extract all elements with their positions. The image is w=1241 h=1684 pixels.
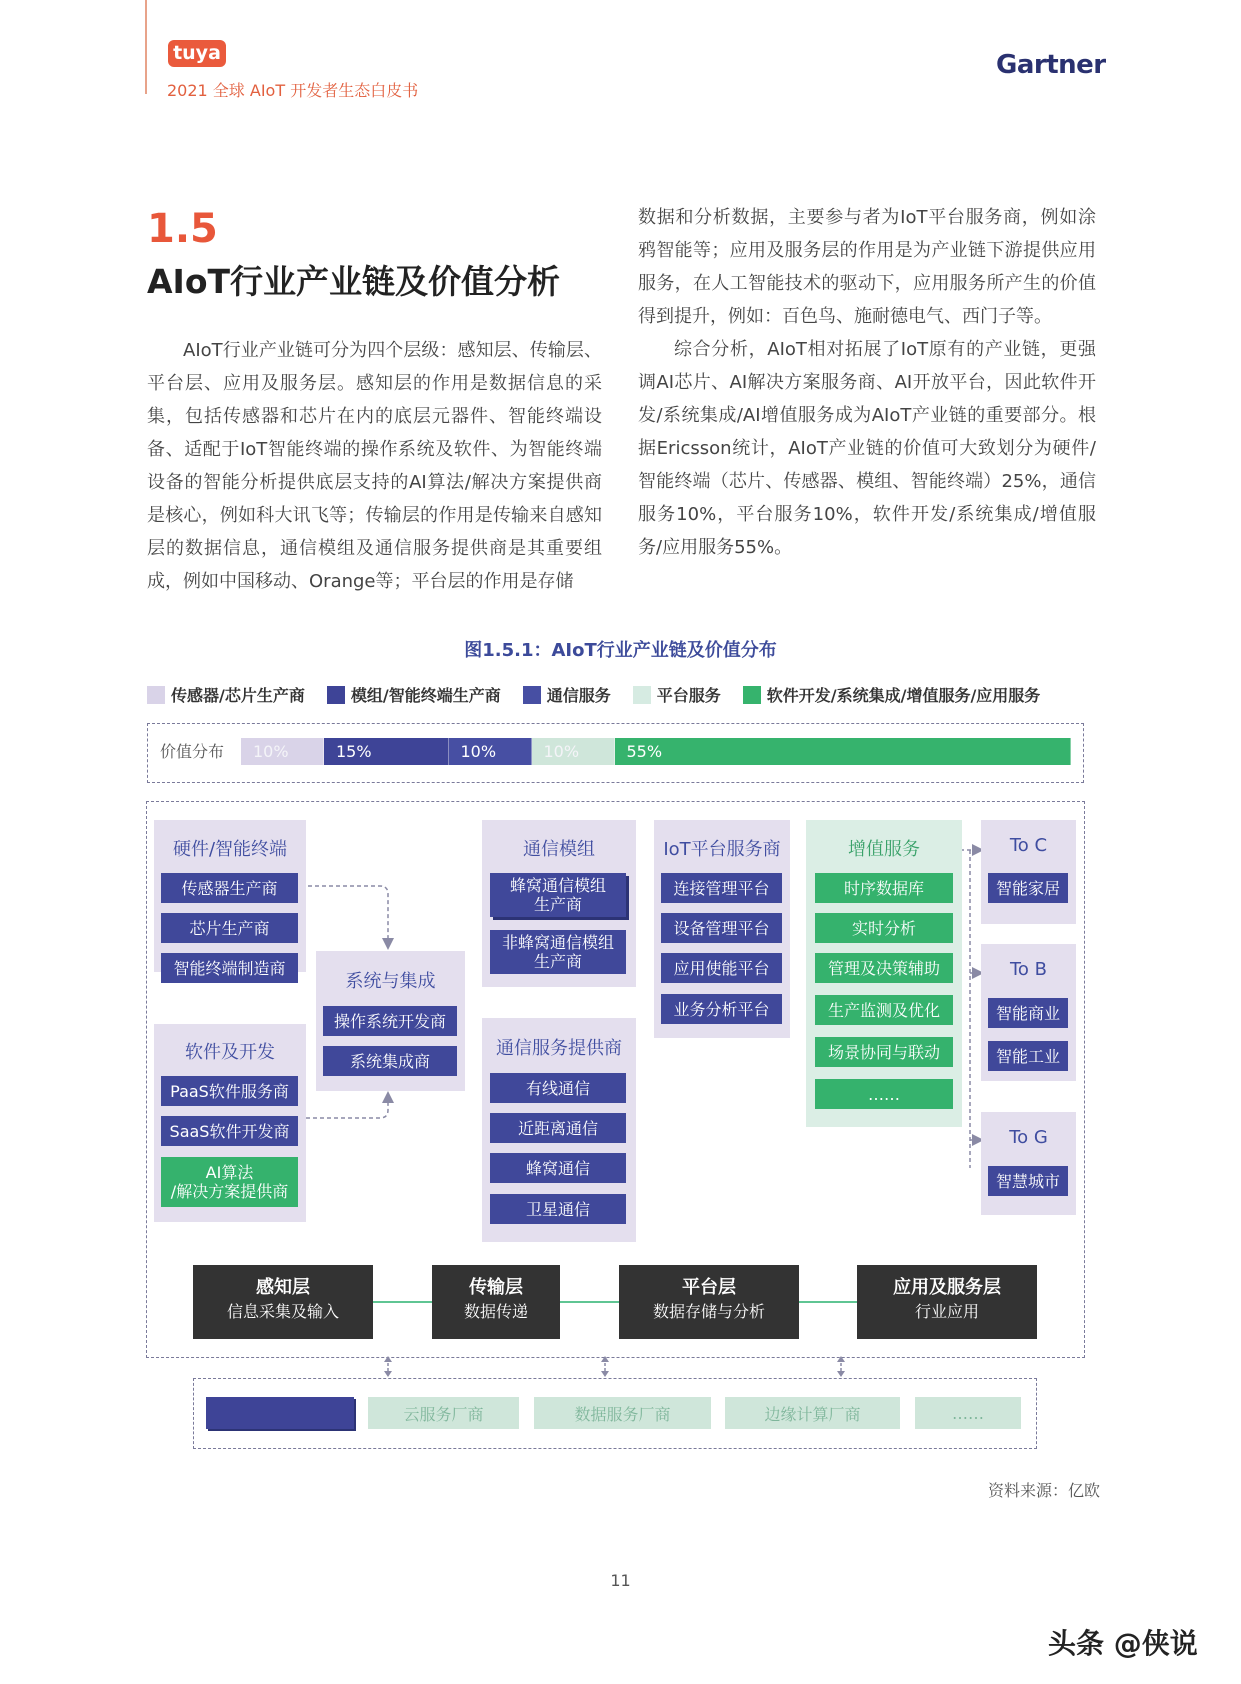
layer-connector [560,1301,620,1303]
tuya-logo: tuya [168,40,226,67]
legend-label: 通信服务 [546,686,611,705]
layer-desc: 数据存储与分析 [652,1302,765,1321]
panel-title: 软件及开发 [185,1042,275,1063]
pill-cellular-module: 蜂窝通信模组 生产商 [490,873,626,917]
pill-satellite: 卫星通信 [490,1194,626,1224]
figure-source: 资料来源：亿欧 [988,1481,1101,1500]
pill-connection-mgmt: 连接管理平台 [661,873,782,903]
vendor-block-dark [206,1397,354,1429]
pill-smart-city: 智慧城市 [988,1166,1068,1196]
panel-title: 通信模组 [523,839,595,860]
vendor-cloud: 云服务厂商 [368,1397,519,1429]
connector-software-to-integration [299,1097,388,1118]
panel-title: To C [1009,835,1048,856]
value-distribution-label: 价值分布 [160,742,225,761]
value-segment-label: 15% [336,742,372,761]
legend-label: 传感器/芯片生产商 [171,686,305,705]
pill-business-analytics: 业务分析平台 [661,994,782,1024]
report-title: 2021 全球 AIoT 开发者生态白皮书 [167,81,419,100]
layer-name: 平台层 [682,1277,736,1298]
figure-title: 图1.5.1：AIoT行业产业链及价值分布 [464,640,777,661]
panel-to-g [981,1112,1076,1215]
layer-application [857,1265,1037,1339]
layer-name: 感知层 [256,1277,310,1298]
bidirectional-arrow-icon [384,1356,392,1377]
legend-label: 软件开发/系统集成/增值服务/应用服务 [766,686,1041,705]
panel-title: To B [1009,959,1048,980]
pill-app-enablement: 应用使能平台 [661,953,782,983]
gartner-logo: Gartner [996,50,1106,80]
pill-smart-home: 智能家居 [988,873,1068,903]
pill-scene-linkage: 场景协同与联动 [815,1037,953,1067]
section-title: AIoT行业产业链及价值分析 [147,262,560,301]
pill-device-mgmt: 设备管理平台 [661,913,782,943]
panel-title: 通信服务提供商 [496,1038,622,1059]
value-segment-label: 10% [543,742,580,761]
pill-smart-commerce: 智能商业 [988,998,1068,1028]
right-paragraph-2: 综合分析，AIoT相对拓展了IoT原有的产业链，更强调AI芯片、AI解决方案服务商、AI开放平台，因此软件开发/系统集成/AI增值服务成为AIoT产业链的重要部分。根据Ericsson统计，AIoT产业链的价值可大致划分为硬件/智能终端（芯片、传感器、模组、智能终端）25%，通信服务10%，平台服务10%，软件开发/系统集成/增值服务/应用服务55%。 [638,339,1096,558]
pill-production-monitoring: 生产监测及优化 [815,995,953,1025]
pill-chip-maker: 芯片生产商 [161,913,298,943]
pill-saas: SaaS软件开发商 [161,1116,298,1146]
watermark: 头条 @侠说 [1048,1627,1198,1660]
pill-timeseries-db: 时序数据库 [815,873,953,903]
layer-transport [432,1265,560,1339]
layer-name: 传输层 [469,1277,523,1298]
layer-name: 应用及服务层 [893,1277,1001,1298]
pill-system-integrator: 系统集成商 [323,1046,457,1076]
pill-ai-algorithm: AI算法 /解决方案提供商 [161,1157,298,1207]
legend-label: 平台服务 [656,686,721,705]
bidirectional-arrow-icon [837,1356,845,1377]
value-segment-label: 10% [460,742,497,761]
pill-sensor-maker: 传感器生产商 [161,873,298,903]
pill-more: …… [815,1079,953,1109]
panel-title: 系统与集成 [345,971,436,992]
layer-desc: 信息采集及输入 [226,1302,339,1321]
layer-desc: 数据传递 [463,1302,528,1321]
page-number: 11 [610,1571,631,1590]
legend-label: 模组/智能终端生产商 [350,686,501,705]
vendor-more: …… [915,1397,1021,1429]
layer-platform [619,1265,799,1339]
panel-title: 增值服务 [848,839,920,860]
layer-connector [372,1301,432,1303]
connector-hardware-to-integration [301,886,388,944]
pill-smart-industry: 智能工业 [988,1041,1068,1071]
right-paragraph-1: 数据和分析数据，主要参与者为IoT平台服务商，例如涂鸦智能等；应用及服务层的作用是为产业链下游提供应用服务，在人工智能技术的驱动下，应用服务所产生的价值得到提升，例如：百色鸟、施耐德电气、西门子等。 [638,207,1096,327]
vendor-edge: 边缘计算厂商 [725,1397,900,1429]
panel-title: To G [1009,1127,1048,1148]
pill-noncellular-module: 非蜂窝通信模组 生产商 [490,930,626,974]
bidirectional-arrow-icon [601,1356,609,1377]
panel-to-c [981,820,1076,924]
value-segment-label: 10% [253,742,289,761]
panel-title: IoT平台服务商 [663,839,781,860]
pill-os-developer: 操作系统开发商 [323,1006,457,1036]
pill-wired: 有线通信 [490,1073,626,1103]
layer-connector [798,1301,858,1303]
pill-cellular: 蜂窝通信 [490,1153,626,1183]
pill-decision-support: 管理及决策辅助 [815,953,953,983]
layer-perception [193,1265,373,1339]
panel-title: 硬件/智能终端 [172,839,288,860]
layer-desc: 行业应用 [914,1302,979,1321]
pill-paas: PaaS软件服务商 [161,1076,298,1106]
vendor-data: 数据服务厂商 [534,1397,711,1429]
pill-realtime-analysis: 实时分析 [815,913,953,943]
pill-terminal-maker: 智能终端制造商 [161,953,298,983]
value-segment-label: 55% [626,742,663,761]
pill-short-range: 近距离通信 [490,1113,626,1143]
left-paragraph: AIoT行业产业链可分为四个层级：感知层、传输层、平台层、应用及服务层。感知层的作用是数据信息的采集，包括传感器和芯片在内的底层元器件、智能终端设备、适配于IoT智能终端的操作系统及软件、为智能终端设备的智能分析提供底层支持的AI算法/解决方案提供商是核心，例如科大讯飞等；传输层的作用是传输来自感知层的数据信息，通信模组及通信服务提供商是其重要组成，例如中国移动、Orange等；平台层的作用是存储 [147,340,602,592]
section-number: 1.5 [147,206,218,252]
